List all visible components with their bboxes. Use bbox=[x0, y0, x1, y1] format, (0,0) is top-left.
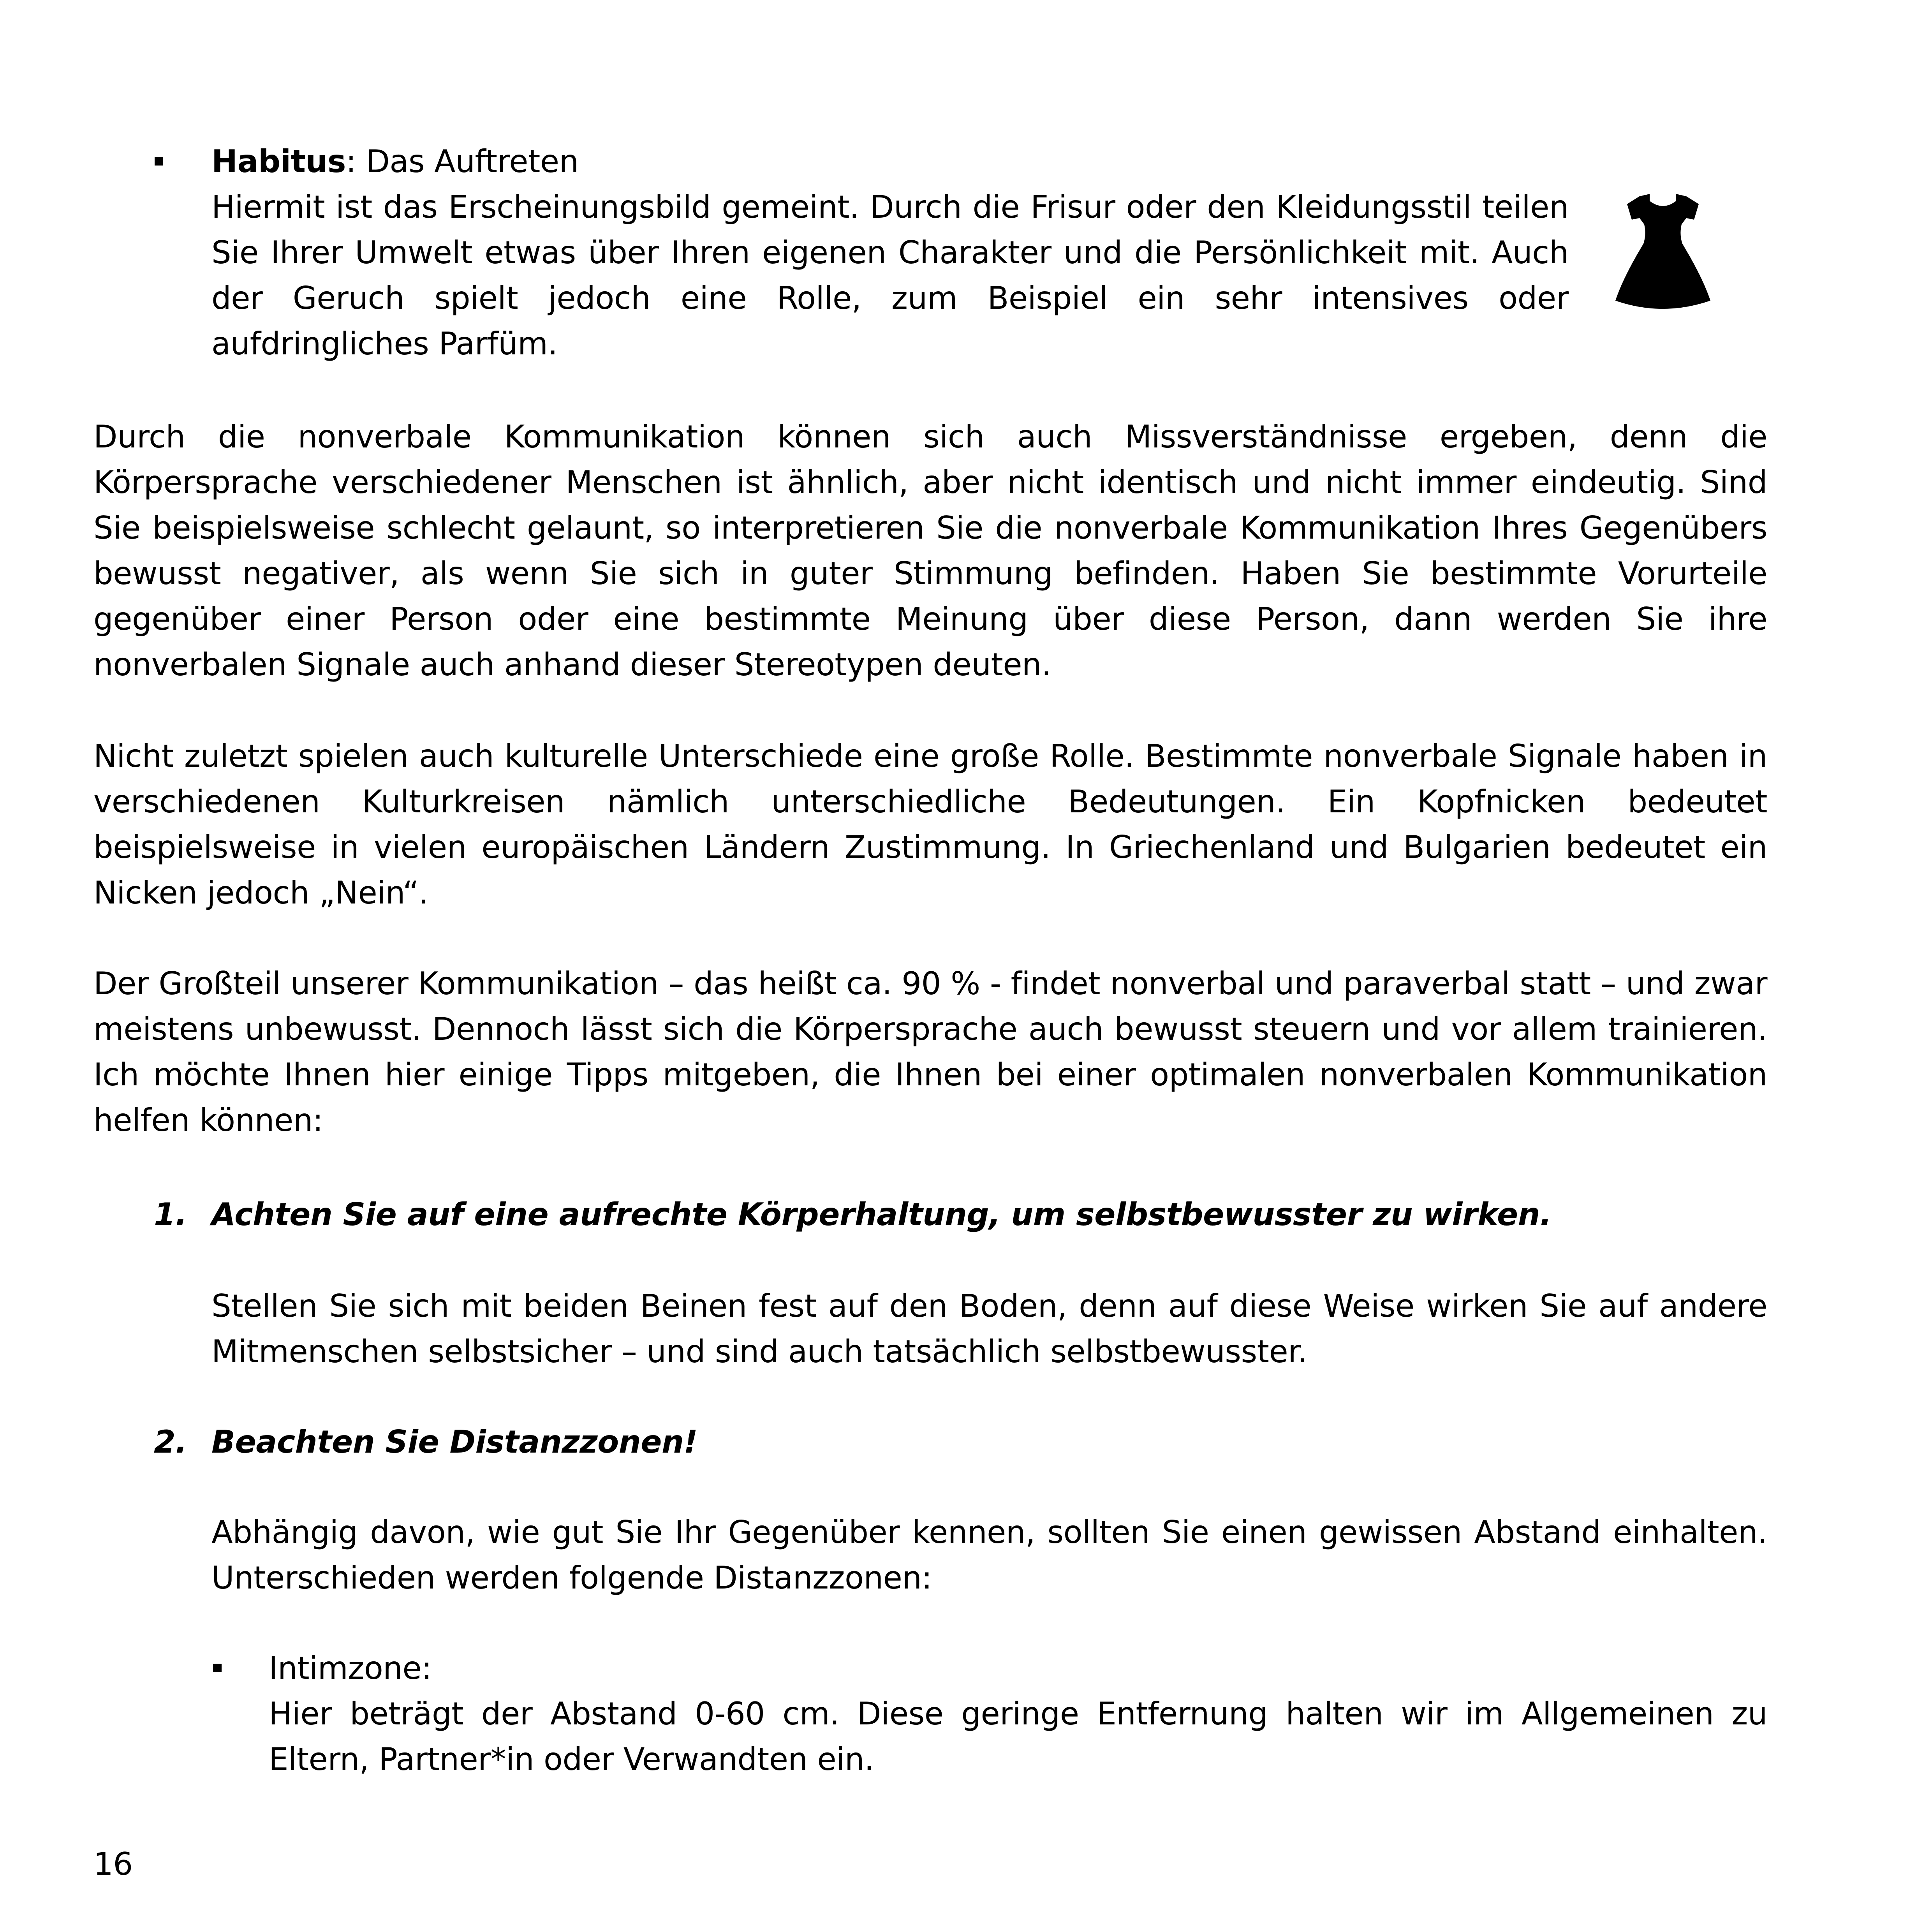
habitus-label: Habitus bbox=[211, 143, 346, 180]
zone-intim bbox=[269, 1645, 1767, 1782]
tip-2-text: Abhängig davon, wie gut Sie Ihr Gegenüber kennen, sollten Sie einen gewissen Abstand einhalten. Unterschieden werden folgende Distanzzonen: bbox=[211, 1514, 1767, 1596]
page-number: 16 bbox=[93, 1846, 133, 1882]
habitus-item bbox=[211, 139, 1569, 366]
tip-2-heading: Beachten Sie Distanzzonen! bbox=[211, 1424, 698, 1460]
dress-icon bbox=[1612, 191, 1714, 315]
tip-1-text: Stellen Sie sich mit beiden Beinen fest auf den Boden, denn auf diese Weise wirken Sie auf andere Mitmenschen selbstsicher – und sind auch tatsächlich selbstbewusster. bbox=[211, 1288, 1767, 1370]
tip-2-number: 2. bbox=[154, 1424, 187, 1460]
tip-1-heading: Achten Sie auf eine aufrechte Körperhaltung, um selbstbewusster zu wirken. bbox=[211, 1196, 1552, 1233]
habitus-title-rest: : Das Auftreten bbox=[345, 143, 579, 180]
paragraph-1: Durch die nonverbale Kommunikation können sich auch Missverständnisse ergeben, denn die Körpersprache verschiedener Menschen ist ähnlich, aber nicht identisch und nicht immer eindeutig. Sind Sie beispielsweise schlecht gelaunt, so interpretieren Sie die nonverbale Kommunikation Ihres Gegenübers bewusst negativer, als wenn Sie sich in guter Stimmung befinden. Haben Sie bestimmte Vorurteile gegenüber einer Person oder eine bestimmte Meinung über diese Person, dann werden Sie ihre nonverbalen Signale auch anhand dieser Stereotypen deuten. bbox=[93, 419, 1767, 683]
habitus-text: Hiermit ist das Erscheinungsbild gemeint. Durch die Frisur oder den Kleidungsstil teilen Sie Ihrer Umwelt etwas über Ihren eigenen Charakter und die Persönlichkeit mit. Auch der Geruch spielt jedoch eine Rolle, zum Beispiel ein sehr intensives oder aufdringliches Parfüm. bbox=[211, 189, 1569, 362]
bullet-square bbox=[213, 1664, 222, 1672]
zone-intim-title: Intimzone: bbox=[269, 1650, 432, 1686]
zone-intim-text: Hier beträgt der Abstand 0-60 cm. Diese geringe Entfernung halten wir im Allgemeinen zu Eltern, Partner*in oder Verwandten ein. bbox=[269, 1696, 1767, 1777]
paragraph-3: Der Großteil unserer Kommunikation – das heißt ca. 90 % - findet nonverbal und paraverbal statt – und zwar meistens unbewusst. Dennoch lässt sich die Körpersprache auch bewusst steuern und vor allem trainieren. Ich möchte Ihnen hier einige Tipps mitgeben, die Ihnen bei einer optimalen nonverbalen Kommunikation helfen können: bbox=[93, 965, 1767, 1138]
paragraph-2: Nicht zuletzt spielen auch kulturelle Unterschiede eine große Rolle. Bestimmte nonverbale Signale haben in verschiedenen Kulturkreisen nämlich unterschiedliche Bedeutungen. Ein Kopfnicken bedeutet beispielsweise in vielen europäischen Ländern Zustimmung. In Griechenland und Bulgarien bedeutet ein Nicken jedoch „Nein“. bbox=[93, 738, 1767, 911]
bullet-square bbox=[155, 157, 163, 166]
tip-1-number: 1. bbox=[154, 1196, 187, 1233]
habitus-title bbox=[211, 139, 1569, 184]
